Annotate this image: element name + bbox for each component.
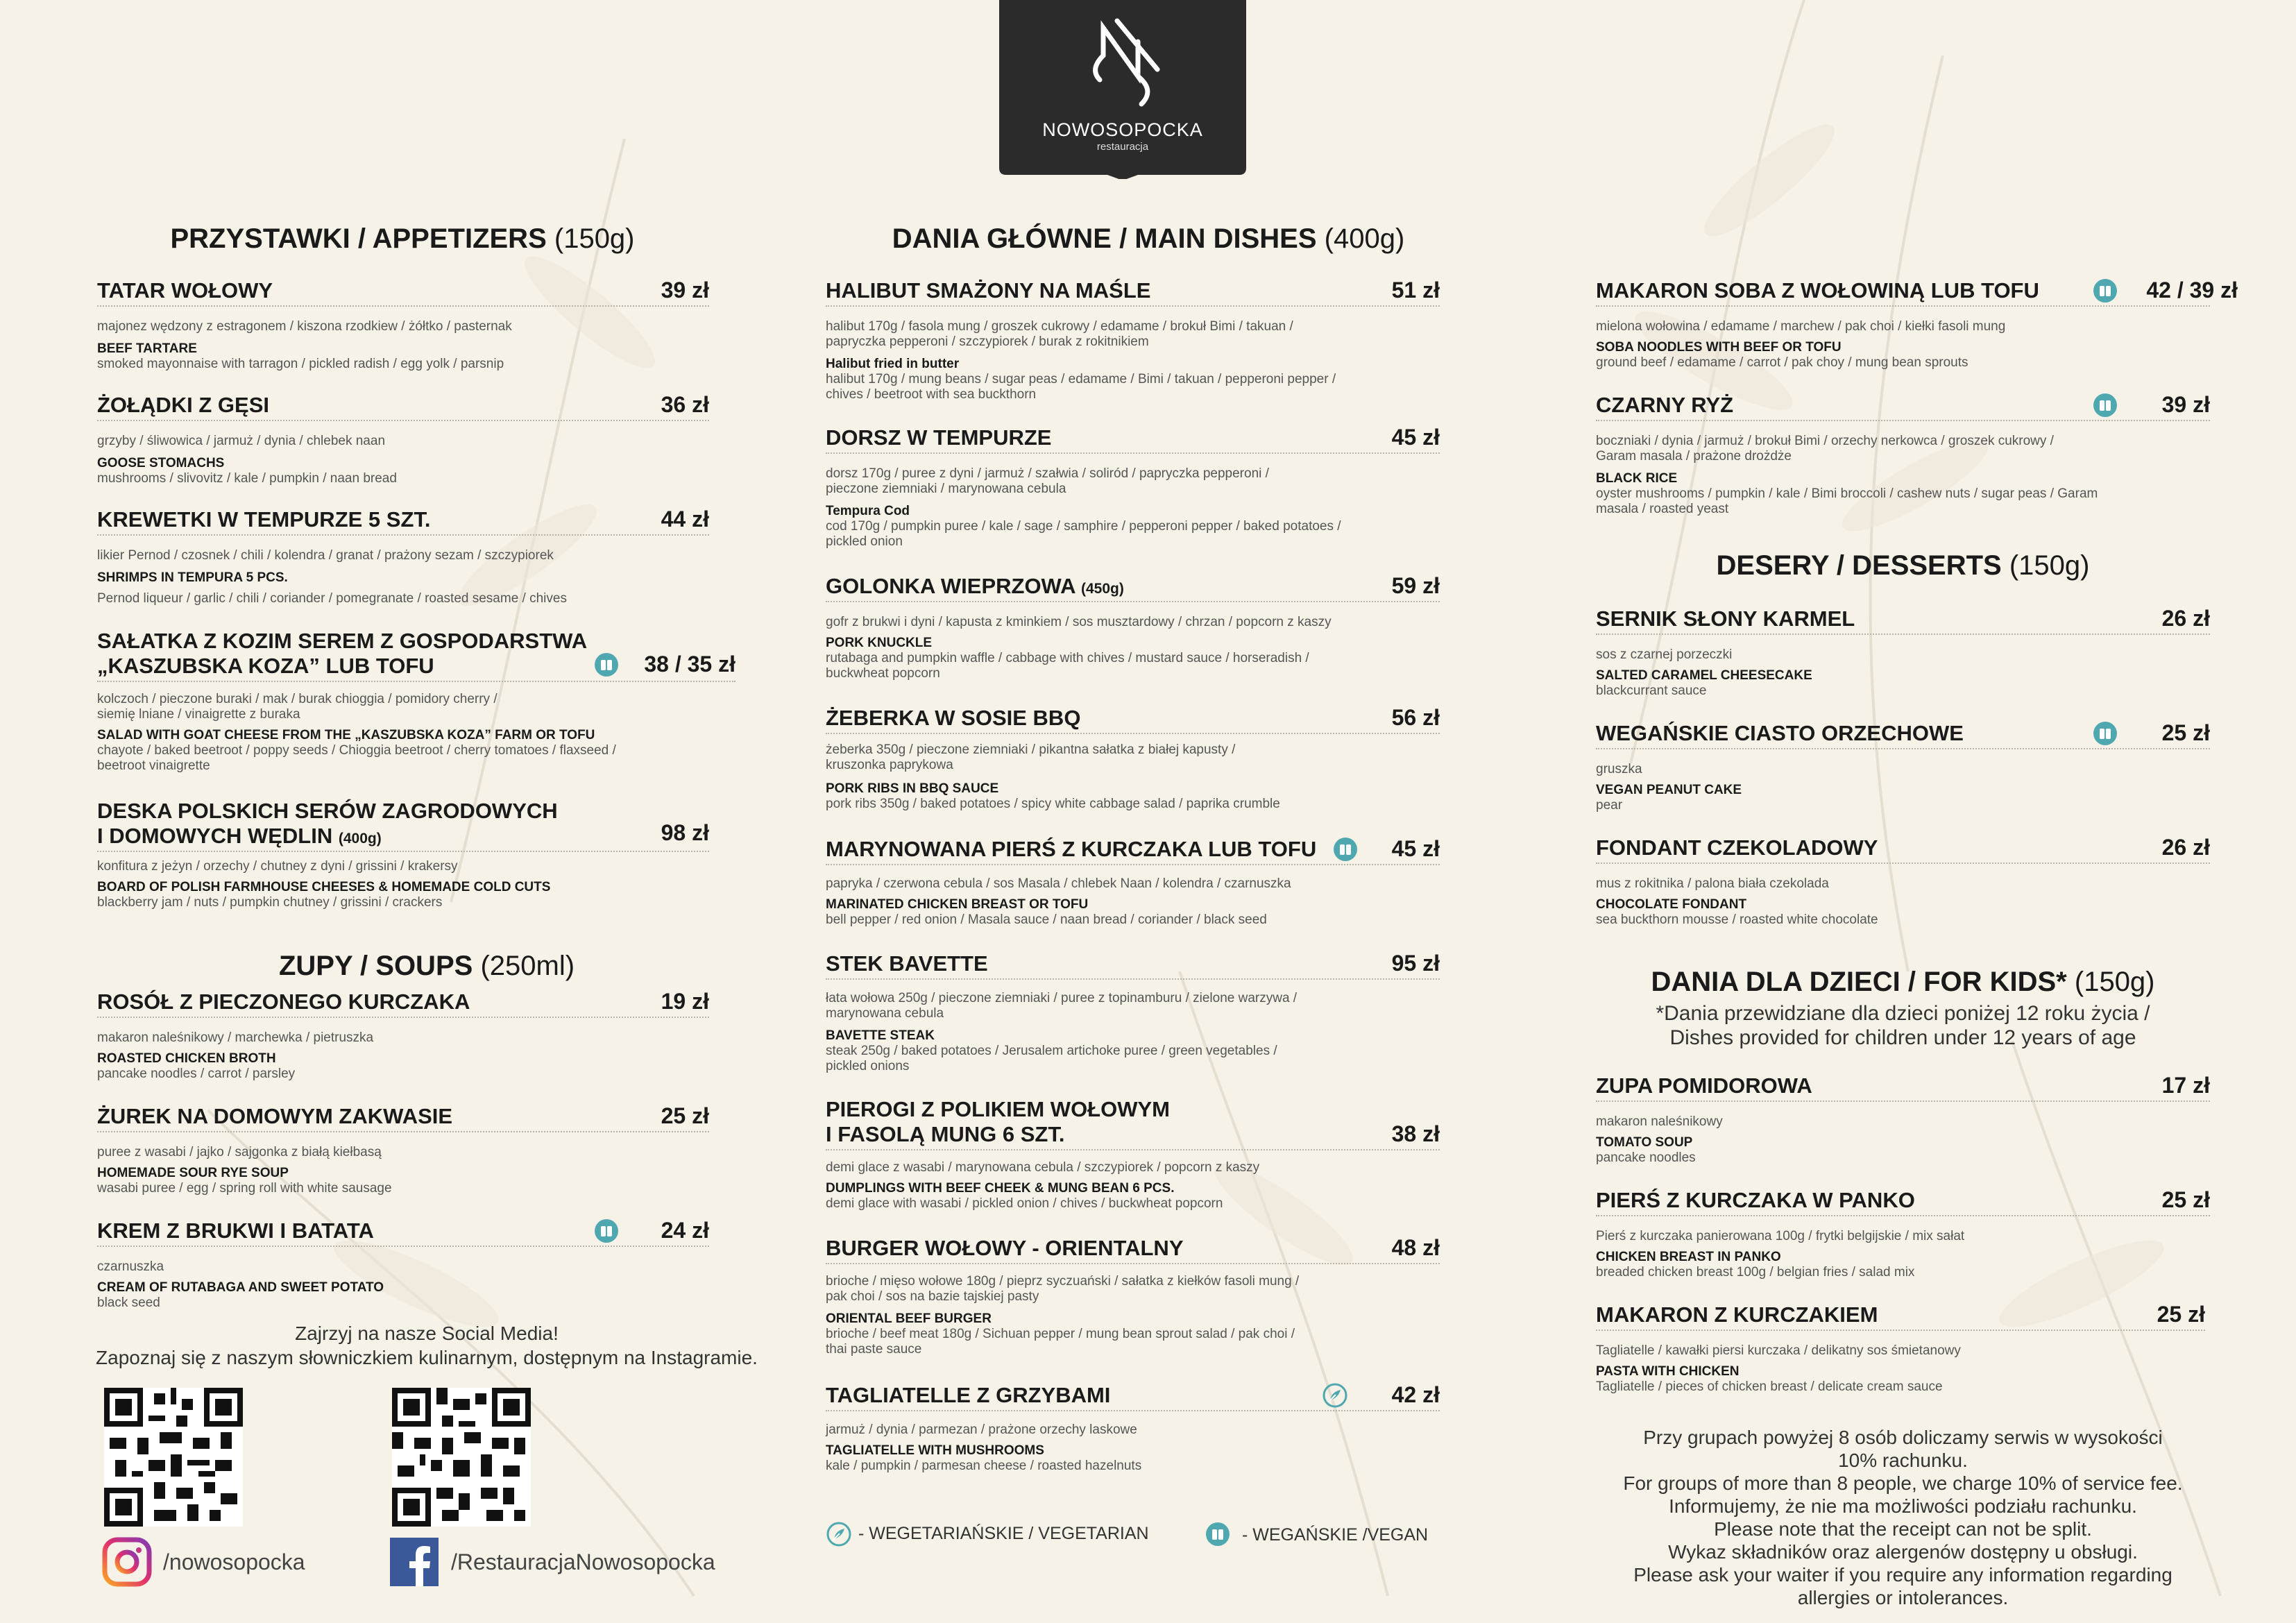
menu-item: FONDANT CZEKOLADOWY 26 zł mus z rokitnika / palona biała czekolada CHOCOLATE FONDANT sea buckthorn mousse / roasted white chocolate [1596,835,2210,927]
vegan-icon [593,1218,620,1244]
footer-line: Informujemy, że nie ma możliwości podziału rachunku. [1669,1495,2137,1517]
menu-item: TAGLIATELLE Z GRZYBAMI 42 zł jarmuż / dynia / parmezan / prażone orzechy laskowe TAGLIATELLE WITH MUSHROOMS kale / pumpkin / parmesan cheese / roasted hazelnuts [826,1382,1440,1473]
menu-item: HALIBUT SMAŻONY NA MAŚLE 51 zł halibut 170g / fasola mung / groszek cukrowy / edamame / brokuł Bimi / takuan / papryczka pepperoni / szczypiorek / burak z rokitnikiem Halibut fried in butter halibut 170g / mung beans / sugar peas / edamame / Bimi / takuan / pepperoni pepper / chives / beetroot with sea buckthorn [826,278,1440,402]
footer-line: allergies or intolerances. [1797,1587,2009,1608]
menu-item: WEGAŃSKIE CIASTO ORZECHOWE 25 zł gruszka VEGAN PEANUT CAKE pear [1596,720,2210,813]
menu-item: SAŁATKA Z KOZIM SEREM Z GOSPODARSTWA „KASZUBSKA KOZA” LUB TOFU 38 / 35 zł kolczoch / pieczone buraki / mak / burak chioggia / pomidory cherry / siemię lniane / vinaigrette z buraka SALAD WITH GOAT CHEESE FROM THE „KASZUBSKA KOZA” FARM OR TOFU chayote / baked beetroot / poppy seeds / Chioggia beetroot / cherry tomatoes / flaxseed / beetroot vinaigrette [97,629,735,773]
footer-line: Przy grupach powyżej 8 osób doliczamy serwis w wysokości [1643,1427,2163,1448]
vegan-icon [2092,392,2118,418]
menu-item: PIERŚ Z KURCZAKA W PANKO 25 zł Pierś z kurczaka panierowana 100g / frytki belgijskie / mix sałat CHICKEN BREAST IN PANKO breaded chicken breast 100g / belgian fries / salad mix [1596,1187,2210,1280]
section-title-kids: DANIA DLA DZIECI / FOR KIDS* (150g) [1651,967,2155,997]
instagram-qr-code[interactable] [104,1388,243,1527]
menu-item: KREM Z BRUKWI I BATATA 24 zł czarnuszka CREAM OF RUTABAGA AND SWEET POTATO black seed [97,1218,709,1310]
vegan-icon [593,652,620,678]
vegan-icon [1332,836,1359,863]
vegan-icon [1205,1521,1231,1547]
vegetarian-icon [826,1521,852,1547]
section-title-soups: ZUPY / SOUPS (250ml) [278,951,575,981]
legend-vegan: - WEGAŃSKIE /VEGAN [1242,1525,1429,1545]
section-title-appetizers: PRZYSTAWKI / APPETIZERS (150g) [170,223,635,254]
menu-item: SERNIK SŁONY KARMEL 26 zł sos z czarnej porzeczki SALTED CARAMEL CHEESECAKE blackcurrant sauce [1596,606,2210,698]
menu-item: MAKARON SOBA Z WOŁOWINĄ LUB TOFU 42 / 39 zł mielona wołowina / edamame / marchew / pak choi / kiełki fasoli mung SOBA NOODLES WITH BEEF OR TOFU ground beef / edamame / carrot / pak choy / mung bean sprouts [1596,278,2238,370]
menu-item: STEK BAVETTE 95 zł łata wołowa 250g / pieczone ziemniaki / puree z topinamburu / zielone warzywa / marynowana cebula BAVETTE STEAK steak 250g / baked potatoes / Jerusalem artichoke puree / green vegetables / pickled onions [826,951,1440,1073]
instagram-handle[interactable]: /nowosopocka [163,1549,305,1574]
vegetarian-icon [1322,1382,1348,1409]
instagram-icon[interactable] [102,1537,152,1587]
vegan-icon [2092,278,2118,304]
menu-item: DESKA POLSKICH SERÓW ZAGRODOWYCH I DOMOWYCH WĘDLIN (400g) 98 zł konfitura z jeżyn / orzechy / chutney z dyni / grissini / krakersy BOARD OF POLISH FARMHOUSE CHEESES & HOMEMADE COLD CUTS blackberry jam / nuts / pumpkin chutney / grissini / crackers [97,799,709,910]
menu-item: ROSÓŁ Z PIECZONEGO KURCZAKA 19 zł makaron naleśnikowy / marchewka / pietruszka ROASTED CHICKEN BROTH pancake noodles / carrot / parsley [97,989,709,1081]
menu-item: PIEROGI Z POLIKIEM WOŁOWYM I FASOLĄ MUNG 6 SZT. 38 zł demi glace z wasabi / marynowana cebula / szczypiorek / popcorn z kaszy DUMPLINGS WITH BEEF CHEEK & MUNG BEAN 6 PCS. demi glace with wasabi / pickled onion / chives / buckwheat popcorn [826,1097,1440,1211]
logo [999,0,1246,179]
menu-item: MAKARON Z KURCZAKIEM 25 zł Tagliatelle / kawałki piersi kurczaka / delikatny sos śmietanowy PASTA WITH CHICKEN Tagliatelle / pieces of chicken breast / delicate cream sauce [1596,1302,2205,1394]
kids-note-1: *Dania przewidziane dla dzieci poniżej 12 roku życia / [1656,1002,2150,1025]
kids-note-2: Dishes provided for children under 12 years of age [1669,1026,2136,1049]
social-line-1: Zajrzyj na nasze Social Media! [295,1323,559,1344]
footer-line: Please note that the receipt can not be split. [1714,1518,2092,1540]
footer-line: 10% rachunku. [1838,1450,1968,1471]
brand-subtitle: restauracja [1096,141,1149,153]
menu-item: MARYNOWANA PIERŚ Z KURCZAKA LUB TOFU 45 zł papryka / czerwona cebula / sos Masala / chlebek Naan / kolendra / czarnuszka MARINATED CHICKEN BREAST OR TOFU bell pepper / red onion / Masala sauce / naan bread / coriander / black seed [826,836,1440,927]
facebook-qr-code[interactable] [392,1388,531,1527]
brand-name: NOWOSOPOCKA [1042,119,1203,140]
menu-item: DORSZ W TEMPURZE 45 zł dorsz 170g / puree z dyni / jarmuż / szałwia / soliród / papryczka pepperoni / pieczone ziemniaki / marynowana cebula Tempura Cod cod 170g / pumpkin puree / kale / sage / samphire / pepperoni pepper / baked potatoes / pickled onion [826,425,1440,549]
menu-item: KREWETKI W TEMPURZE 5 SZT. 44 zł likier Pernod / czosnek / chili / kolendra / granat / prażony sezam / szczypiorek SHRIMPS IN TEMPURA 5 PCS. Pernod liqueur / garlic / chili / coriander / pomegranate / roasted sesame / chives [97,507,709,606]
menu-item: TATAR WOŁOWY 39 zł majonez wędzony z estragonem / kiszona rzodkiew / żółtko / pasternak BEEF TARTARE smoked mayonnaise with tarragon / pickled radish / egg yolk / parsnip [97,278,709,371]
menu-item: CZARNY RYŻ 39 zł boczniaki / dynia / jarmuż / brokuł Bimi / orzechy nerkowca / groszek cukrowy / Garam masala / prażone drożdże BLACK RICE oyster mushrooms / pumpkin / kale / Bimi broccoli / cashew nuts / sugar peas / Garam masala / roasted yeast [1596,392,2210,516]
legend-vegetarian: - WEGETARIAŃSKIE / VEGETARIAN [858,1524,1149,1543]
footer-line: For groups of more than 8 people, we charge 10% of service fee. [1623,1472,2183,1494]
menu-item: ŻOŁĄDKI Z GĘSI 36 zł grzyby / śliwowica / jarmuż / dynia / chlebek naan GOOSE STOMACHS mushrooms / slivovitz / kale / pumpkin / naan bread [97,392,709,486]
footer-line: Please ask your waiter if you require any information regarding [1633,1564,2172,1586]
menu-item: ŻUREK NA DOMOWYM ZAKWASIE 25 zł puree z wasabi / jajko / sajgonka z białą kiełbasą HOMEMADE SOUR RYE SOUP wasabi puree / egg / spring roll with white sausage [97,1103,709,1196]
section-title-desserts: DESERY / DESSERTS (150g) [1716,550,2090,581]
footer-line: Wykaz składników oraz alergenów dostępny u obsługi. [1668,1541,2138,1563]
vegan-icon [2092,720,2118,747]
menu-item: BURGER WOŁOWY - ORIENTALNY 48 zł brioche / mięso wołowe 180g / pieprz syczuański / sałatka z kiełków fasoli mung / pak choi / sos na bazie tajskiej pasty ORIENTAL BEEF BURGER brioche / beef meat 180g / Sichuan pepper / mung bean sprout salad / pak choi / thai paste sauce [826,1235,1440,1357]
facebook-handle[interactable]: /RestauracjaNowosopocka [451,1549,715,1574]
menu-item: GOLONKA WIEPRZOWA (450g) 59 zł gofr z brukwi i dyni / kapusta z kminkiem / sos musztardowy / chrzan / popcorn z kaszy PORK KNUCKLE rutabaga and pumpkin waffle / cabbage with chives / mustard sauce / horseradish / buckwheat popcorn [826,573,1440,681]
facebook-icon[interactable] [390,1538,439,1586]
section-title-main-dishes: DANIA GŁÓWNE / MAIN DISHES (400g) [892,223,1405,254]
menu-item: ŻEBERKA W SOSIE BBQ 56 zł żeberka 350g / pieczone ziemniaki / pikantna sałatka z białej kapusty / kruszonka paprykowa PORK RIBS IN BBQ SAUCE pork ribs 350g / baked potatoes / spicy white cabbage salad / paprika crumble [826,705,1440,811]
social-line-2: Zapoznaj się z naszym słowniczkiem kulinarnym, dostępnym na Instagramie. [96,1347,758,1368]
menu-item: ZUPA POMIDOROWA 17 zł makaron naleśnikowy TOMATO SOUP pancake noodles [1596,1073,2210,1165]
